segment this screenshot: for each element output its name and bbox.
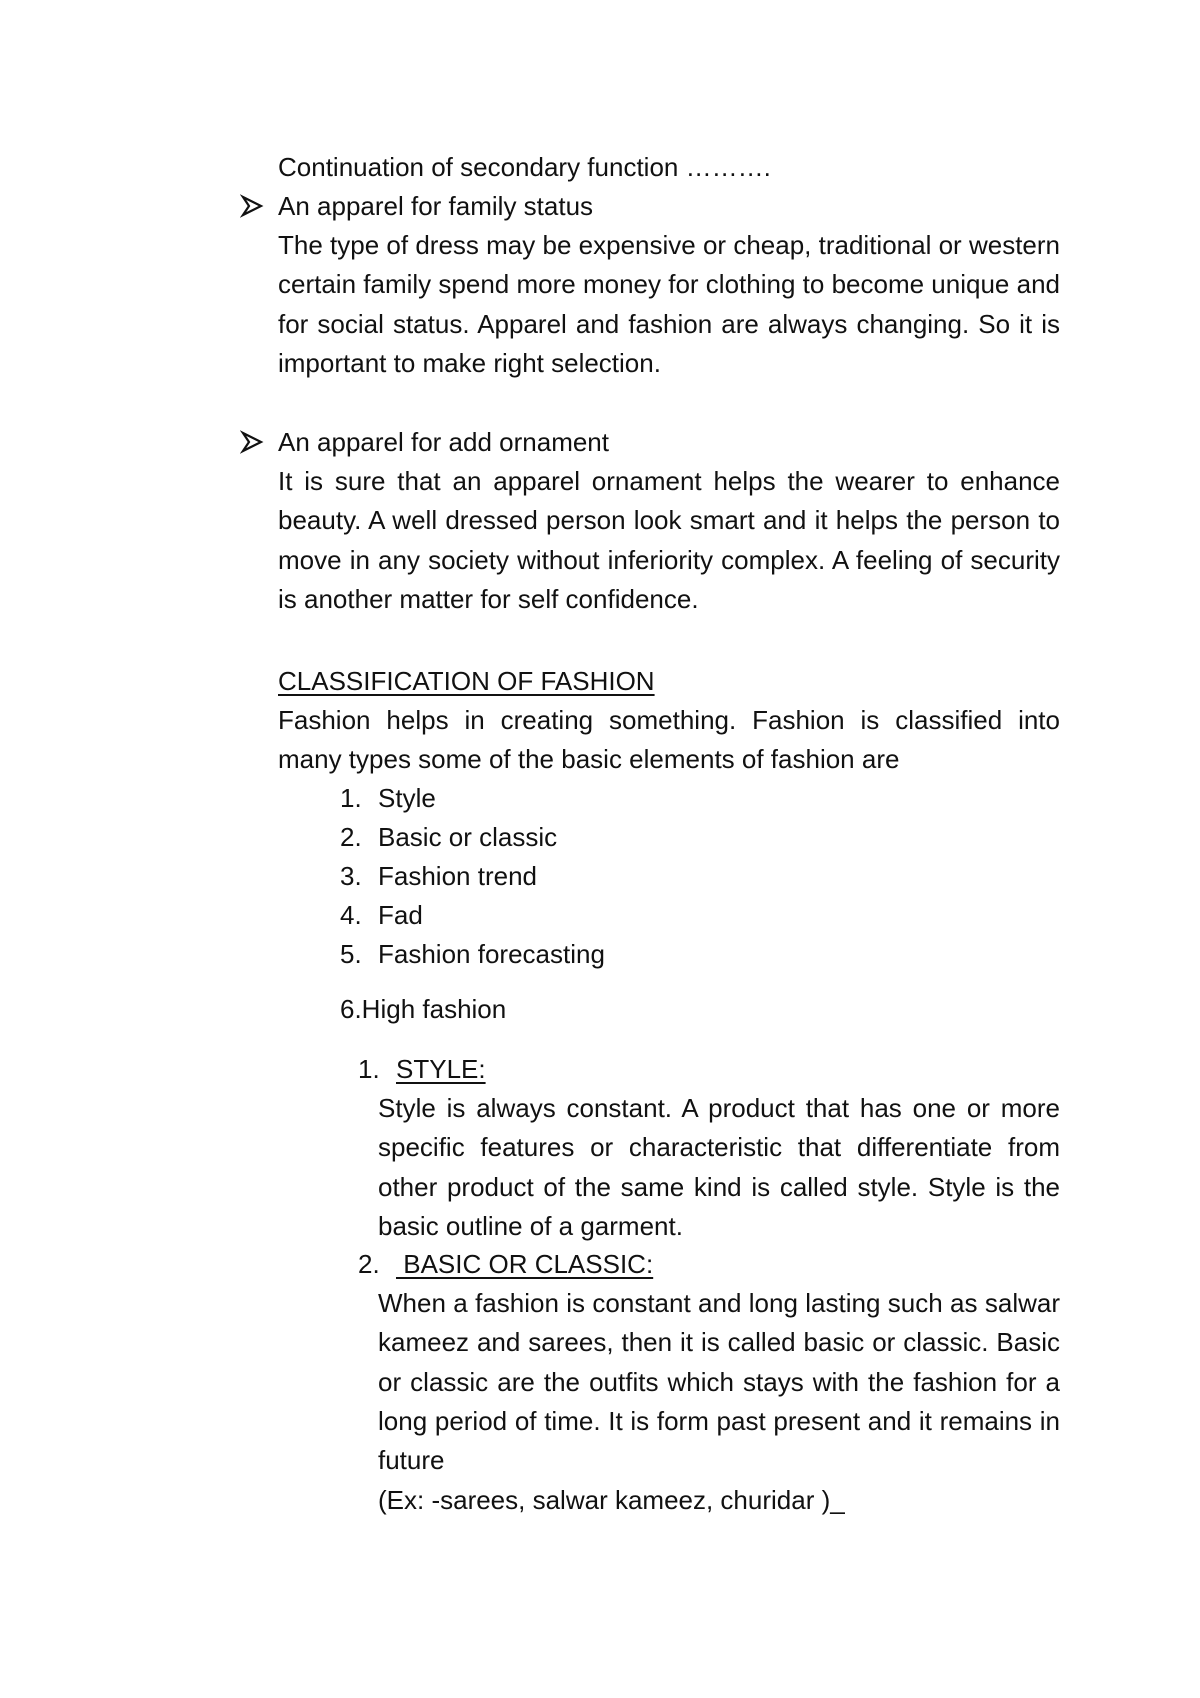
ornament-heading: An apparel for add ornament — [278, 427, 609, 457]
arrow-bullet-icon — [240, 194, 264, 218]
basic-classic-example: (Ex: -sarees, salwar kameez, churidar )_ — [378, 1485, 845, 1515]
list-item: 3. Fashion trend — [340, 861, 537, 891]
list-item: 4. Fad — [340, 900, 423, 930]
list-item: 1. Style — [340, 783, 436, 813]
ornament-body: It is sure that an apparel ornament helps the wearer to enhance beauty. A well dressed person look smart and it helps the person to move in any society without inferiority complex. A feeling of security is another matter for self confidence. — [278, 466, 1060, 614]
arrow-bullet-icon — [240, 430, 264, 454]
list-item: 2. Basic or classic — [340, 822, 558, 852]
basic-classic-number: 2. — [358, 1249, 380, 1279]
style-heading: STYLE: — [396, 1054, 486, 1084]
list-item: 5. Fashion forecasting — [340, 939, 605, 969]
style-section-heading — [358, 1050, 486, 1088]
family-status-body: The type of dress may be expensive or cheap, traditional or western certain family spend more money for clothing to become unique and for social status. Apparel and fashion are always changing. So it is important to make right selection. — [278, 230, 1060, 378]
basic-classic-body: When a fashion is constant and long lasting such as salwar kameez and sarees, then it is called basic or classic. Basic or classic are the outfits which stays with the fashion for a long period of time. It is form past present and it remains in future — [378, 1288, 1060, 1476]
style-number: 1. — [358, 1054, 380, 1084]
basic-classic-section-heading — [358, 1245, 654, 1283]
classification-heading: CLASSIFICATION OF FASHION — [278, 666, 655, 696]
family-status-heading: An apparel for family status — [278, 191, 594, 221]
list-item: 6.High fashion — [340, 994, 507, 1024]
basic-classic-heading: BASIC OR CLASSIC: — [396, 1249, 654, 1279]
example-trailing-underscore: _ — [830, 1485, 845, 1515]
intro-line: Continuation of secondary function ………. — [278, 152, 771, 182]
classification-body: Fashion helps in creating something. Fashion is classified into many types some of the basic elements of fashion are — [278, 705, 1060, 775]
style-body: Style is always constant. A product that has one or more specific features or characteristic that differentiate from other product of the same kind is called style. Style is the basic outline of a garment. — [378, 1093, 1060, 1241]
